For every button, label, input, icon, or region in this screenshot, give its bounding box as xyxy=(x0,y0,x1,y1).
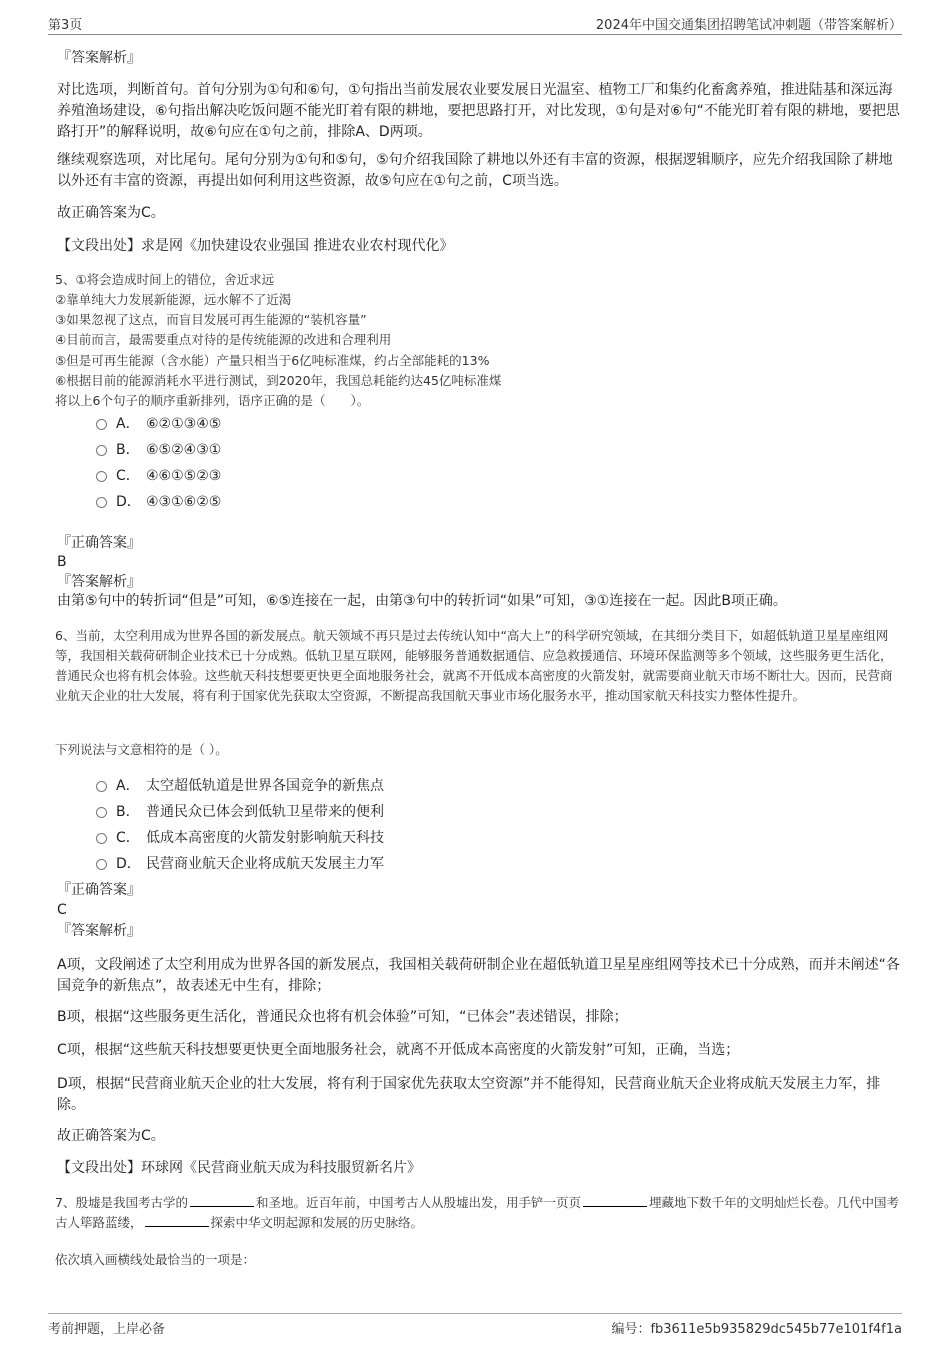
footer-slogan: 考前押题，上岸必备 xyxy=(48,1322,166,1337)
radio-icon[interactable] xyxy=(96,807,107,818)
q6-analysis-a: A项，文段阐述了太空利用成为世界各国的新发展点，我国相关载荷研制企业在超低轨道卫星星座组网等技术已十分成熟，而并未阐述“各国竞争的新焦点”，故表述无中生有，排除； xyxy=(57,957,900,994)
q6-question: 下列说法与文意相符的是（ ）。 xyxy=(55,742,228,757)
q5-answer-title: 『正确答案』 xyxy=(57,535,141,551)
document-title: 2024年中国交通集团招聘笔试冲刺题（带答案解析） xyxy=(595,18,902,33)
radio-icon[interactable] xyxy=(96,497,107,508)
q5-line-2: ②靠单纯大力发展新能源，远水解不了近渴 xyxy=(55,292,292,307)
q5-line-3: ③如果忽视了这点，而盲目发展可再生能源的“装机容量” xyxy=(55,312,367,327)
q5-line-1: 5、①将会造成时间上的错位，舍近求远 xyxy=(55,272,275,287)
radio-icon[interactable] xyxy=(96,419,107,430)
q6-stem: 6、当前，太空利用成为世界各国的新发展点。航天领域不再只是过去传统认知中“高大上”的科学研究领域，在其细分类目下，如超低轨道卫星星座组网等，我国相关载荷研制企业技术已十分成熟。低轨卫星互联网，能够服务普通数据通信、应急救援通信、环境环保监测等多个领域，这些服务更生活化，普通民众也将有机会体验。这些航天科技想要更快更全面地服务社会，就离不开低成本高密度的火箭发射，就需要商业航天市场不断壮大。因而，民营商业航天企业的壮大发展，将有利于国家优先获取太空资源，不断提高我国航天事业市场化服务水平，推动国家航天科技实力整体性提升。 xyxy=(55,628,893,703)
radio-icon[interactable] xyxy=(96,445,107,456)
q4-analysis-p1: 对比选项，判断首句。首句分别为①句和⑥句，①句指出当前发展农业要发展日光温室、植物工厂和集约化畜禽养殖，推进陆基和深远海养殖渔场建设，⑥句指出解决吃饭问题不能光盯着有限的耕地，要把思路打开，对比发现，①句是对⑥句“不能光盯着有限的耕地，要把思路打开”的解释说明，故⑥句应在①句之前，排除A、D两项。 xyxy=(57,82,900,140)
radio-icon[interactable] xyxy=(96,471,107,482)
q6-answer: C xyxy=(57,902,67,918)
fill-blank-2[interactable] xyxy=(583,1193,647,1207)
q5-analysis: 由第⑤句中的转折词“但是”可知，⑥⑤连接在一起，由第③句中的转折词“如果”可知，③①连接在一起。因此B项正确。 xyxy=(57,593,787,609)
q4-conclusion: 故正确答案为C。 xyxy=(57,205,165,221)
q7-stem: 7、殷墟是我国考古学的 和圣地。近百年前，中国考古人从殷墟出发，用手铲一页页 埋藏地下数千年的文明灿烂长卷。几代中国考古人筚路蓝缕， 探索中华文明起源和发展的历史脉络。 xyxy=(55,1195,899,1230)
q5-answer: B xyxy=(57,554,67,570)
q5-analysis-title: 『答案解析』 xyxy=(57,574,141,590)
q6-option-c[interactable]: C． 低成本高密度的火箭发射影响航天科技 xyxy=(96,828,384,848)
q6-source: 【文段出处】环球网《民营商业航天成为科技服贸新名片》 xyxy=(57,1160,421,1176)
fill-blank-1[interactable] xyxy=(190,1193,254,1207)
page-footer xyxy=(48,1313,902,1339)
q5-option-b[interactable]: B． ⑥⑤②④③① xyxy=(96,440,221,460)
radio-icon[interactable] xyxy=(96,781,107,792)
document-id: 编号：fb3611e5b935829dc545b77e101f4f1a xyxy=(611,1322,902,1337)
q6-analysis-c: C项，根据“这些航天科技想要更快更全面地服务社会，就离不开低成本高密度的火箭发射”可知，正确，当选； xyxy=(57,1042,740,1058)
q4-analysis-p2: 继续观察选项，对比尾句。尾句分别为①句和⑤句，⑤句介绍我国除了耕地以外还有丰富的资源，根据逻辑顺序，应先介绍我国除了耕地以外还有丰富的资源，再提出如何利用这些资源，故⑤句应在①句之前，C项当选。 xyxy=(57,152,893,189)
q4-source: 【文段出处】求是网《加快建设农业强国 推进农业农村现代化》 xyxy=(57,238,454,254)
q6-analysis-title: 『答案解析』 xyxy=(57,923,141,939)
radio-icon[interactable] xyxy=(96,833,107,844)
q4-analysis-title: 『答案解析』 xyxy=(57,50,141,66)
q7-question: 依次填入画横线处最恰当的一项是： xyxy=(55,1252,256,1267)
q5-question: 将以上6个句子的顺序重新排列，语序正确的是（ ）。 xyxy=(55,393,370,408)
q6-analysis-b: B项，根据“这些服务更生活化，普通民众也将有机会体验”可知，“已体会”表述错误，排除； xyxy=(57,1009,628,1025)
q6-analysis-d: D项，根据“民营商业航天企业的壮大发展，将有利于国家优先获取太空资源”并不能得知，民营商业航天企业将成航天发展主力军，排除。 xyxy=(57,1076,881,1113)
page-number: 第3页 xyxy=(48,18,83,33)
q6-conclusion: 故正确答案为C。 xyxy=(57,1128,165,1144)
q5-option-a[interactable]: A． ⑥②①③④⑤ xyxy=(96,414,221,434)
q5-line-5: ⑤但是可再生能源（含水能）产量只相当于6亿吨标准煤，约占全部能耗的13% xyxy=(55,353,490,368)
fill-blank-3[interactable] xyxy=(145,1213,209,1227)
q6-option-d[interactable]: D． 民营商业航天企业将成航天发展主力军 xyxy=(96,854,384,874)
q6-answer-title: 『正确答案』 xyxy=(57,882,141,898)
page-header xyxy=(48,14,902,35)
q6-option-b[interactable]: B． 普通民众已体会到低轨卫星带来的便利 xyxy=(96,802,384,822)
q5-option-c[interactable]: C． ④⑥①⑤②③ xyxy=(96,466,221,486)
radio-icon[interactable] xyxy=(96,859,107,870)
q5-option-d[interactable]: D． ④③①⑥②⑤ xyxy=(96,492,221,512)
q6-option-a[interactable]: A． 太空超低轨道是世界各国竞争的新焦点 xyxy=(96,776,384,796)
q5-line-4: ④目前而言，最需要重点对待的是传统能源的改进和合理利用 xyxy=(55,332,392,347)
q5-line-6: ⑥根据目前的能源消耗水平进行测试，到2020年，我国总耗能约达45亿吨标准煤 xyxy=(55,373,502,388)
